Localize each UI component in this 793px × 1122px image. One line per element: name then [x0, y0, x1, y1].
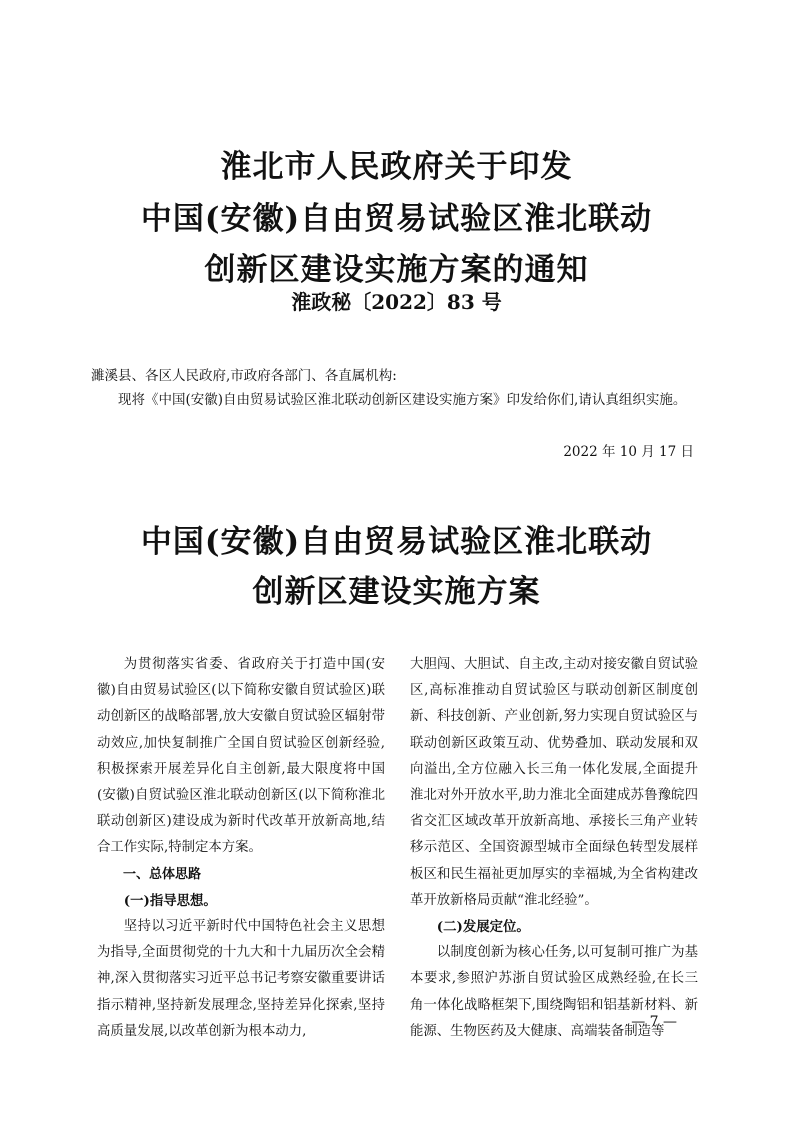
left-column — [97, 652, 385, 1045]
notice-title-line-3: 创新区建设实施方案的通知 — [204, 252, 589, 288]
forward-text: 现将《中国(安徽)自由贸易试验区淮北联动创新区建设实施方案》印发给你们,请认真组织实施。 — [118, 392, 687, 408]
subheading-guiding-ideology: (一)指导思想。 — [123, 892, 217, 909]
plan-title-line-2: 创新区建设实施方案 — [252, 574, 541, 610]
right-column — [410, 652, 698, 1045]
notice-title-line-2: 中国(安徽)自由贸易试验区淮北联动 — [140, 201, 653, 237]
development-positioning-paragraph: 以制度创新为核心任务,以可复制可推广为基本要求,参照沪苏浙自贸试验区成熟经验,在长三角一体化战略框架下,围绕陶铝和铝基新材料、新能源、生物医药及大健康、高端装备制造等 — [410, 945, 698, 1039]
guiding-ideology-continued: 大胆闯、大胆试、自主改,主动对接安徽自贸试验区,高标准推动自贸试验区与联动创新区制度创新、科技创新、产业创新,努力实现自贸试验区与联动创新区政策互动、优势叠加、联动发展和双向溢出,全方位融入长三角一体化发展,全面提升淮北对外开放水平,助力淮北全面建成苏鲁豫皖四省交汇区域改革开放新高地、承接长三角产业转移示范区、全国资源型城市全面绿色转型发展样板区和民生福祉更加厚实的幸福城,为全省构建改革开放新格局贡献“淮北经验”。 — [410, 657, 698, 908]
document-number: 淮政秘〔2022〕83 号 — [291, 290, 502, 314]
guiding-ideology-paragraph: 坚持以习近平新时代中国特色社会主义思想为指导,全面贯彻党的十九大和十九届历次全会精神,深入贯彻落实习近平总书记考察安徽重要讲话指示精神,坚持新发展理念,坚持差异化探索,坚持高质量发展,以改革创新为根本动力, — [97, 919, 385, 1039]
page-number: — 7 — — [631, 1014, 677, 1030]
subheading-development-positioning: (二)发展定位。 — [436, 919, 530, 936]
issue-date: 2022 年 10 月 17 日 — [563, 444, 694, 460]
intro-paragraph: 为贯彻落实省委、省政府关于打造中国(安徽)自由贸易试验区(以下简称安徽自贸试验区)联动创新区的战略部署,放大安徽自贸试验区辐射带动效应,加快复制推广全国自贸试验区创新经验,积极探索开展差异化自主创新,最大限度将中国(安徽)自贸试验区淮北联动创新区(以下简称淮北联动创新区)建设成为新时代改革开放新高地,结合工作实际,特制定本方案。 — [97, 657, 385, 856]
plan-title-line-1: 中国(安徽)自由贸易试验区淮北联动 — [140, 524, 653, 560]
section-heading-overall: 一、总体思路 — [123, 866, 202, 882]
notice-title-line-1: 淮北市人民政府关于印发 — [220, 149, 573, 185]
addressee: 濉溪县、各区人民政府,市政府各部门、各直属机构: — [91, 368, 397, 384]
